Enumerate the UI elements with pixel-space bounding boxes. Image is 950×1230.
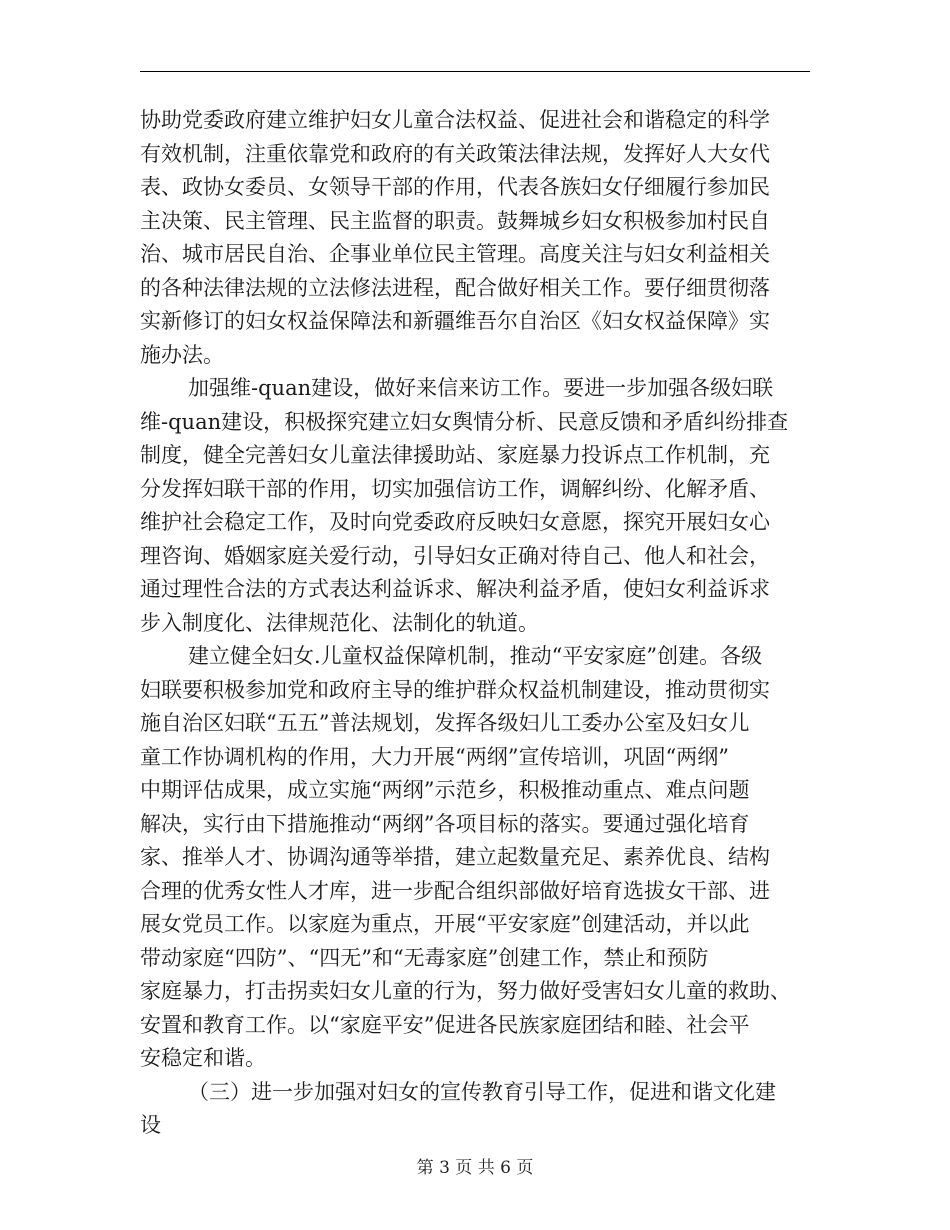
text-line: 设 xyxy=(140,1113,161,1137)
text-line: 维护社会稳定工作，及时向党委政府反映妇女意愿，探究开展妇女心 xyxy=(140,510,770,534)
text-line: 妇联要积极参加党和政府主导的维护群众权益机制建设，推动贯彻实 xyxy=(140,677,770,702)
text-line: 中期评估成果，成立实施“两纲”示范乡，积极推动重点、难点问题 xyxy=(140,778,750,802)
text-line: 合理的优秀女性人才库，进一步配合组织部做好培育选拔女干部、进 xyxy=(140,878,770,903)
text-line: 带动家庭“四防”、“四无”和“无毒家庭”创建工作，禁止和预防 xyxy=(140,945,709,970)
text-line: 展女党员工作。以家庭为重点，开展“平安家庭”创建活动，并以此 xyxy=(140,912,750,936)
text-line: 安稳定和谐。 xyxy=(140,1046,266,1070)
text-line: 童工作协调机构的作用，大力开展“两纲”宣传培训，巩固“两纲” xyxy=(140,744,729,769)
text-line: 表、政协女委员、女领导干部的作用，代表各族妇女仔细履行参加民 xyxy=(140,175,770,199)
text-line: 主决策、民主管理、民主监督的职责。鼓舞城乡妇女积极参加村民自 xyxy=(140,208,770,233)
text-line: 家庭暴力，打击拐卖妇女儿童的行为，努力做好受害妇女儿童的救助、 xyxy=(140,979,791,1003)
text-line: （三）进一步加强对妇女的宣传教育引导工作，促进和谐文化建 xyxy=(188,1079,776,1104)
text-line: 家、推举人才、协调沟通等举措，建立起数量充足、素养优良、结构 xyxy=(140,845,770,869)
page-number: 第 3 页 共 6 页 xyxy=(416,1158,534,1178)
text-line: 理咨询、婚姻家庭关爱行动，引导妇女正确对待自己、他人和社会， xyxy=(140,543,770,568)
text-line: 协助党委政府建立维护妇女儿童合法权益、促进社会和谐稳定的科学 xyxy=(140,108,770,132)
text-line: 的各种法律法规的立法修法进程，配合做好相关工作。要仔细贯彻落 xyxy=(140,275,770,300)
text-line: 解决，实行由下措施推动“两纲”各项目标的落实。要通过强化培育 xyxy=(140,811,750,836)
text-line: 安置和教育工作。以“家庭平安”促进各民族家庭团结和睦、社会平 xyxy=(140,1012,750,1037)
text-line: 加强维-quan建设，做好来信来访工作。要进一步加强各级妇联 xyxy=(188,376,774,400)
header-rule xyxy=(140,71,810,72)
text-line: 施办法。 xyxy=(140,342,224,367)
document-body xyxy=(140,104,810,1143)
text-line: 步入制度化、法律规范化、法制化的轨道。 xyxy=(140,610,539,635)
text-line: 维-quan建设，积极探究建立妇女舆情分析、民意反馈和矛盾纠纷排查 xyxy=(140,409,789,434)
text-line: 分发挥妇联干部的作用，切实加强信访工作，调解纠纷、化解矛盾、 xyxy=(140,476,770,501)
text-line: 有效机制，注重依靠党和政府的有关政策法律法规，发挥好人大女代 xyxy=(140,141,770,166)
text-line: 施自治区妇联“五五”普法规划，发挥各级妇儿工委办公室及妇女儿 xyxy=(140,711,750,735)
text-line: 建立健全妇女.儿童权益保障机制，推动“平安家庭”创建。各级 xyxy=(188,644,763,668)
text-line: 实新修订的妇女权益保障法和新疆维吾尔自治区《妇女权益保障》实 xyxy=(140,309,770,333)
text-line: 治、城市居民自治、企事业单位民主管理。高度关注与妇女利益相关 xyxy=(140,242,770,266)
text-line: 制度，健全完善妇女儿童法律援助站、家庭暴力投诉点工作机制，充 xyxy=(140,443,770,467)
text-line: 通过理性合法的方式表达利益诉求、解决利益矛盾，使妇女利益诉求 xyxy=(140,577,770,601)
